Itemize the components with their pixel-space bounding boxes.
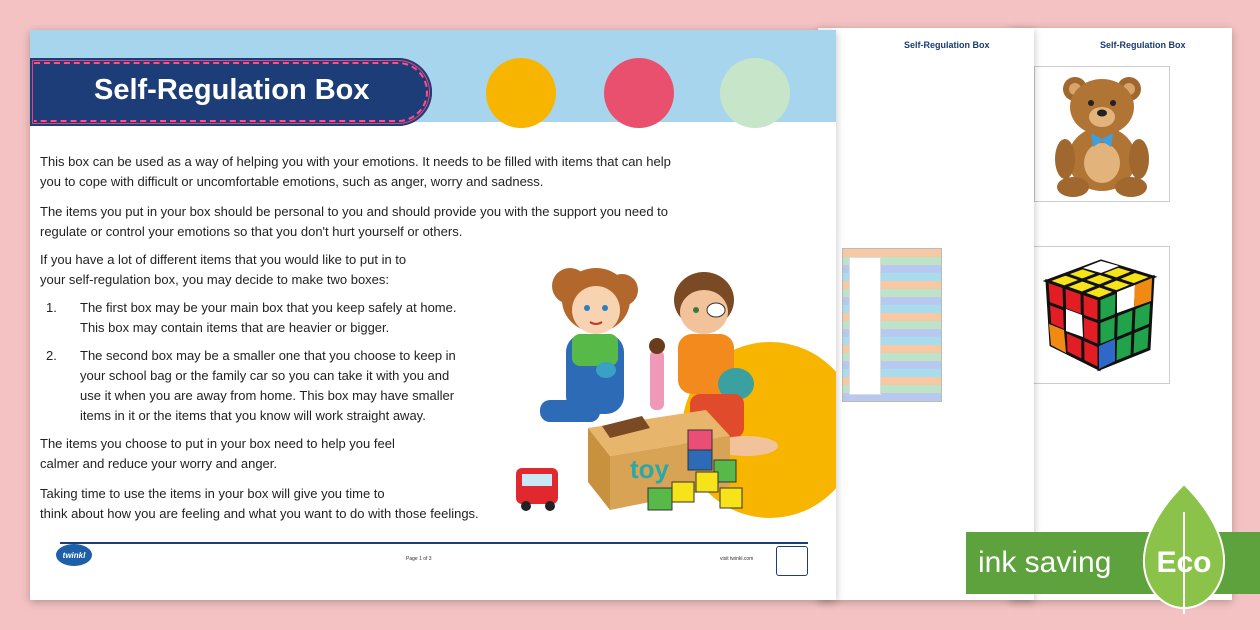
front-page — [30, 30, 836, 600]
page3-title: Self-Regulation Box — [1100, 40, 1186, 50]
para4-line: calmer and reduce your worry and anger. — [40, 456, 278, 471]
mint-circle — [720, 58, 790, 128]
rubiks-cube-image — [1032, 246, 1170, 384]
paragraph-1 — [40, 152, 820, 192]
footer-url: visit twinkl.com — [720, 556, 754, 562]
para3-line: your self-regulation box, you may decide to make two boxes: — [40, 272, 390, 287]
list-number: 2. — [46, 348, 57, 363]
list-line: items in it or the items that you know will work straight away. — [80, 408, 426, 423]
para2-line: The items you put in your box should be personal to you and should provide you with the support you need to — [40, 204, 669, 219]
title-banner — [30, 58, 432, 126]
para5-line: think about how you are feeling and what you want to do with those feelings. — [40, 506, 479, 521]
page-title: Self-Regulation Box — [94, 74, 370, 106]
teddy-bear-image — [1034, 66, 1170, 202]
para4-line: The items you choose to put in your box need to help you feel — [40, 436, 395, 451]
para3-line: If you have a lot of different items that you would like to put in to — [40, 252, 407, 267]
list-item — [40, 298, 520, 338]
list-item — [40, 346, 520, 426]
footer-divider — [60, 542, 808, 544]
list-line: The second box may be a smaller one that you choose to keep in — [80, 348, 456, 363]
twinkl-logo: twinkl — [56, 544, 92, 566]
yellow-circle — [486, 58, 556, 128]
list-line: use it when you are away from home. This box may have smaller — [80, 388, 455, 403]
children-toy-box-illustration — [510, 250, 836, 540]
list-number: 1. — [46, 300, 57, 315]
box-label: toy — [630, 454, 669, 484]
list-line: This box may contain items that are heavier or bigger. — [80, 320, 390, 335]
eco-label: Eco — [1156, 546, 1212, 579]
striped-card-image — [842, 248, 942, 402]
list-line: your school bag or the family car so you can take it with you and — [80, 368, 450, 383]
para1-line: This box can be used as a way of helping you with your emotions. It needs to be filled with items that can help — [40, 154, 671, 169]
page2-title: Self-Regulation Box — [904, 40, 990, 50]
paragraph-2 — [40, 202, 820, 242]
eco-leaf-icon — [1132, 482, 1236, 616]
page-number: Page 1 of 3 — [406, 556, 432, 562]
ink-saving-text: ink saving — [978, 546, 1112, 579]
paragraph-3 — [40, 250, 520, 290]
list-line: The first box may be your main box that you keep safely at home. — [80, 300, 457, 315]
footer-badge-icon — [776, 546, 808, 576]
para2-line: regulate or control your emotions so that you don't hurt yourself or others. — [40, 224, 463, 239]
back-page-2 — [818, 28, 1034, 600]
para1-line: you to cope with difficult or uncomfortable emotions, such as anger, worry and sadness. — [40, 174, 544, 189]
para5-line: Taking time to use the items in your box will give you time to — [40, 486, 385, 501]
paragraph-4 — [40, 434, 500, 474]
pink-circle — [604, 58, 674, 128]
